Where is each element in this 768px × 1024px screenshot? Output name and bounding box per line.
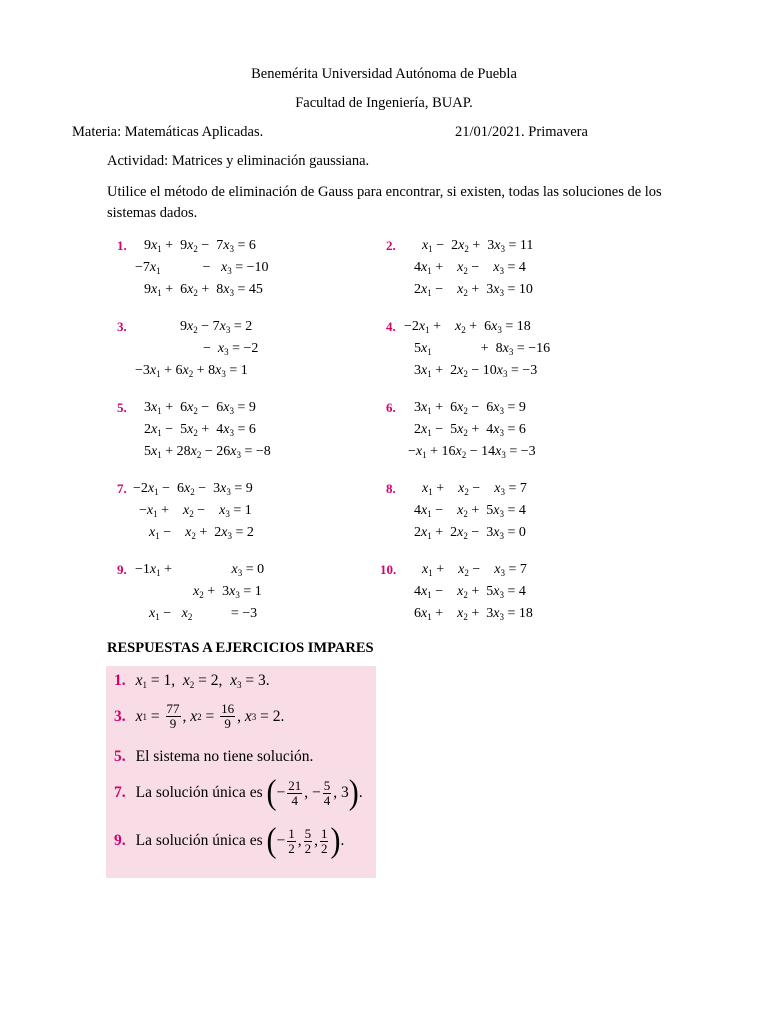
equation: $-2x_1 - 6x_2 - 3x_3 = 9$ [133,481,253,497]
problem-number: 2. [386,238,396,253]
equation: $3x_1 + 6x_2 - 6x_3 = 9$ [144,400,256,416]
equation: $-3x_1 + 6x_2 + 8x_3 = 1$ [135,363,248,379]
answers-box [106,666,376,878]
equation: $-x_1 + 16x_2 - 14x_3 = -3$ [408,444,536,460]
equation: $5x_1$ + $8x_3 = -16$ [414,341,551,357]
equation: $-2x_1$ + $x_2 + 6x_3 = 18$ [404,319,531,335]
answer-text: La solución única es ( − $\frac{1}{2}$ , $\frac{5}{2}$ , $\frac{1}{2}$ ) . [135,821,345,860]
answer-text: El sistema no tiene solución. [135,748,314,765]
equation: $x_2 + 3x_3 = 1$ [193,584,262,600]
equation: $9x_2 - 7x_3 = 2$ [180,319,253,335]
equation: $x_1$ + $x_2$ − $x_3 = 7$ [422,562,527,578]
equation: − $x_3 = -2$ [203,341,259,357]
problem-number: 9. [117,562,127,577]
equation: $6x_1$ + $x_2 + 3x_3 = 18$ [414,606,533,622]
equation: $2x_1 - 5x_2 + 4x_3 = 6$ [414,422,526,438]
equation: $x_1$ − $x_2 + 2x_3 = 2$ [149,525,254,541]
answer-number: 5. [114,748,126,765]
answer-text: La solución única es ( − $\frac{21}{4}$ , − $\frac{5}{4}$ , 3 ) . [135,773,363,812]
equation: $5x_1 + 28x_2 - 26x_3 = -8$ [144,444,271,460]
equation: $-7x_1$ − $x_3 = -10$ [135,260,269,276]
subject-line: Materia: Matemáticas Aplicadas. [72,124,264,140]
problem-number: 8. [386,481,396,496]
equation: $3x_1 + 6x_2 - 6x_3 = 9$ [414,400,526,416]
equation: $4x_1$ − $x_2 + 5x_3 = 4$ [414,503,526,519]
answer-7 [114,773,363,812]
answer-5 [114,748,313,766]
answer-text: $x_1 = 1$, $x_2 = 2$, $x_3 = 3$. [135,672,270,690]
problem-number: 3. [117,319,127,334]
equation: $-1x_1$ + $x_3 = 0$ [135,562,265,578]
equation: $2x_1$ − $x_2 + 3x_3 = 10$ [414,282,533,298]
problem-number: 4. [386,319,396,334]
activity-line: Actividad: Matrices y eliminación gaussiana. [107,153,370,169]
university-name: Benemérita Universidad Autónoma de Puebla [251,66,517,82]
problem-number: 6. [386,400,396,415]
equation: $x_1$ + $x_2$ − $x_3 = 7$ [422,481,527,497]
equation: $3x_1 + 2x_2 - 10x_3 = -3$ [414,363,538,379]
equation: $4x_1$ + $x_2$ − $x_3 = 4$ [414,260,526,276]
problem-number: 7. [117,481,127,496]
answer-1 [114,672,270,690]
equation: $9x_1 + 6x_2 + 8x_3 = 45$ [144,282,263,298]
answer-number: 3. [114,707,126,725]
equation: $4x_1$ − $x_2 + 5x_3 = 4$ [414,584,526,600]
faculty-name: Facultad de Ingeniería, BUAP. [295,95,473,111]
answer-9 [114,821,345,860]
equation: $2x_1 - 5x_2 + 4x_3 = 6$ [144,422,256,438]
instructions-paragraph: Utilice el método de eliminación de Gauss para encontrar, si existen, todas las soluciones de los sistemas dados. [107,184,662,221]
equation: $2x_1 + 2x_2 - 3x_3 = 0$ [414,525,526,541]
problem-number: 5. [117,400,127,415]
answer-number: 1. [114,672,126,689]
answers-heading: RESPUESTAS A EJERCICIOS IMPARES [107,640,374,656]
answer-number: 9. [114,832,126,849]
answer-3 [114,702,284,731]
date-line: 21/01/2021. Primavera [455,124,588,140]
equation: $x_1 - 2x_2 + 3x_3 = 11$ [422,238,534,254]
equation: $x_1 - x_2$ = −3 [149,606,258,622]
problem-number: 10. [380,562,397,577]
problem-number: 1. [117,238,127,253]
equation: $-x_1$ + $x_2$ − $x_3 = 1$ [139,503,252,519]
answer-text: x 1 = $\frac{77}{9}$ , x 2 = $\frac{16}{9}$ , x 3 = 2. [135,701,285,731]
answer-number: 7. [114,784,126,801]
equation: $9x_1 + 9x_2 - 7x_3 = 6$ [144,238,256,254]
